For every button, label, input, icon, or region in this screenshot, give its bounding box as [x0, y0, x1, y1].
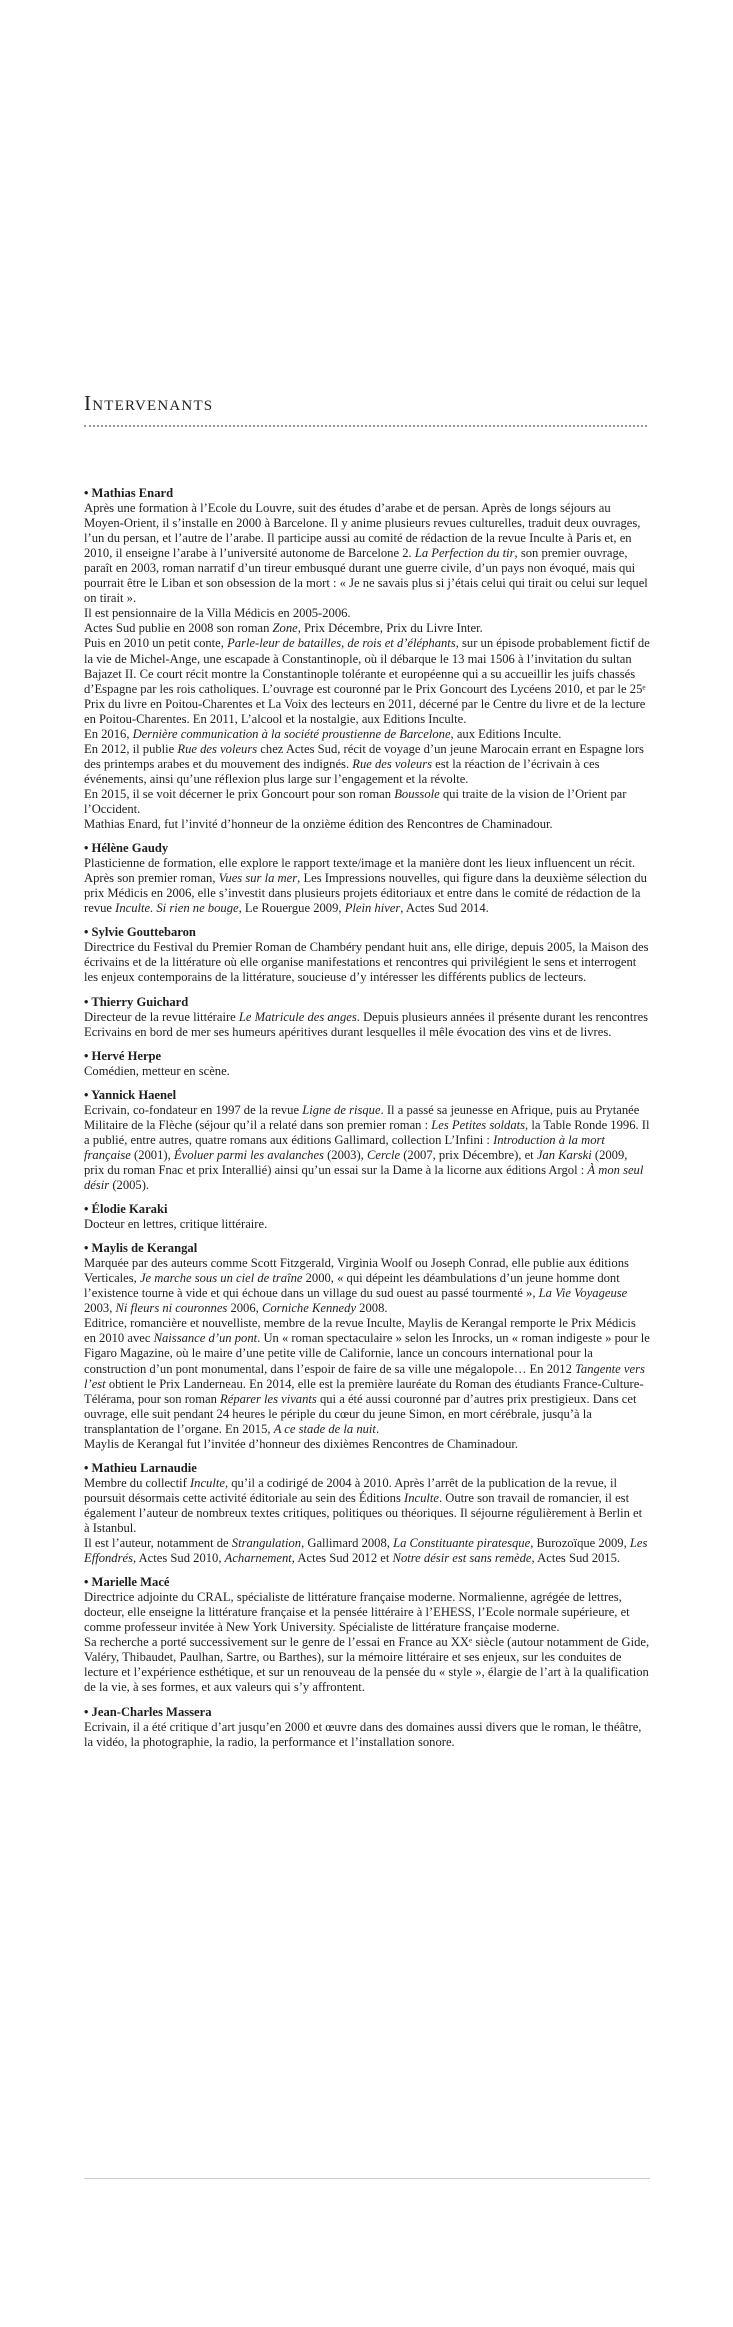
work-title: Acharnement	[224, 1551, 292, 1566]
bio-paragraph	[84, 1064, 650, 1079]
work-title: À mon seul désir	[84, 1162, 644, 1193]
bio-text: Directrice adjointe du CRAL, spécialiste de littérature française moderne. Normalienne, agrégée de lettres, docteur, elle enseigne la littérature française et la pensée littéraire à l’EHESS, l’Ecole normale supérieure, et comme professeur invitée à New York University. Spécialiste de littérature française moderne.	[84, 1590, 630, 1635]
bio-text: . Un « roman spectaculaire » selon les Inrocks, un « roman indigeste » pour le Figaro Magazine, où le maire d’une petite ville de Californie, lance un concours international pour la construction d’un pont monumental, dans l’espoir de faire de sa ville une mégalopole… En 2012	[84, 1331, 650, 1376]
bio-text: est la réaction de l’écrivain à ces événements, ainsi qu’une réflexion plus large sur l’engagement et la révolte.	[84, 756, 600, 786]
bio-text: En 2016,	[84, 726, 133, 741]
bio-paragraph	[84, 501, 650, 606]
bio-text: Ecrivain, il a été critique d’art jusqu’en 2000 et œuvre dans des domaines aussi divers que le roman, le théâtre, la vidéo, la photographie, la radio, la performance et l’installation sonore.	[84, 1719, 642, 1749]
speaker-entry	[84, 1241, 650, 1452]
work-title: Naissance d’un pont	[153, 1331, 258, 1346]
bio-text: Editrice, romancière et nouvelliste, membre de la revue Inculte, Maylis de Kerangal remporte le Prix Médicis en 2010 avec	[84, 1316, 636, 1346]
bio-text: Marquée par des auteurs comme Scott Fitzgerald, Virginia Woolf ou Joseph Conrad, elle publie aux éditions Verticales,	[84, 1256, 629, 1286]
speaker-name: • Élodie Karaki	[84, 1202, 168, 1217]
work-title: Corniche Kennedy	[261, 1301, 357, 1316]
bio-text: . Il a passé sa jeunesse en Afrique, puis au Prytanée Militaire de la Flèche (séjour qu’il a relaté dans son premier roman :	[84, 1102, 640, 1132]
bio-text: 2008.	[356, 1301, 388, 1316]
bio-text: Après une formation à l’Ecole du Louvre, suit des études d’arabe et de persan. Après de longs séjours au Moyen-Orient, il s’installe en 2000 à Barcelone. Il y anime plusieurs revues culturelles, traduit deux ouvrages, l’un du persan, et l’autre de l’arabe. Il participe aussi au comité de rédaction de la revue Inculte à Paris et, en 2010, il enseigne l’arabe à l’université autonome de Barcelone 2.	[84, 501, 641, 561]
bio-text: , qu’il a codirigé de 2004 à 2010. Après l’arrêt de la publication de la revue, il poursuit désormais cette activité éditoriale au sein des Éditions	[84, 1475, 617, 1505]
speaker-entry	[84, 1575, 650, 1695]
bio-paragraph	[84, 621, 650, 636]
bio-text: . Depuis plusieurs années il présente durant les rencontres Ecrivains en bord de mer ses humeurs apéritives durant lesquelles il mêle évocation des vins et de livres.	[84, 1009, 649, 1039]
bio-paragraph	[84, 1437, 650, 1452]
work-title: Ligne de risque	[302, 1102, 381, 1117]
work-title: Inculte. Si rien ne bouge	[115, 901, 239, 916]
work-title: Inculte	[189, 1475, 225, 1490]
bio-paragraph	[84, 1217, 650, 1232]
work-title: Vues sur la mer	[218, 871, 298, 886]
bio-text: , Les Impressions nouvelles, qui figure dans la deuxième sélection du prix Médicis en 2006, elle s’investit dans plusieurs projets éditoriaux et entre dans le comité de rédaction de la revue	[84, 871, 647, 916]
speaker-name: • Thierry Guichard	[84, 994, 189, 1009]
bio-text: Directeur de la revue littéraire	[84, 1009, 239, 1024]
speaker-entry	[84, 1202, 650, 1232]
bio-paragraph	[84, 1316, 650, 1436]
bio-paragraph	[84, 1590, 650, 1635]
bio-text: obtient le Prix Landerneau. En 2014, elle est la première lauréate du Roman des étudiants France-Culture-Télérama, pour son roman	[84, 1376, 644, 1406]
bio-paragraph	[84, 1635, 650, 1695]
work-title: Ni fleurs ni couronnes	[115, 1301, 228, 1316]
work-title: Les Effondrés	[84, 1536, 648, 1566]
bio-text: Il est l’auteur, notamment de	[84, 1536, 232, 1551]
work-title: Tangente vers l’est	[84, 1361, 645, 1391]
bio-text: Maylis de Kerangal fut l’invitée d’honneur des dixièmes Rencontres de Chaminadour.	[84, 1436, 519, 1451]
work-title: Cercle	[366, 1147, 401, 1162]
bio-paragraph	[84, 1103, 650, 1193]
section-title: Intervenants	[84, 391, 214, 415]
footer-rule	[84, 2178, 650, 2179]
bio-paragraph	[84, 1720, 650, 1750]
work-title: Dernière communication à la société proustienne de Barcelone	[132, 726, 451, 741]
bio-text: chez Actes Sud, récit de voyage d’un jeune Marocain errant en Espagne lors des printemps arabes et du mouvement des indignés.	[84, 741, 644, 771]
work-title: Inculte	[404, 1490, 439, 1505]
bio-paragraph	[84, 727, 650, 742]
speaker-name: • Mathias Enard	[84, 486, 174, 500]
speaker-entry	[84, 486, 650, 832]
bio-text: 2006,	[227, 1301, 262, 1316]
bio-paragraph	[84, 1010, 650, 1040]
work-title: La Perfection du tir	[414, 546, 515, 561]
bio-text: , Le Rouergue 2009,	[238, 901, 345, 916]
bio-text: qui traite de la vision de l’Orient par l’Occident.	[84, 786, 627, 816]
bio-text: , Actes Sud 2010,	[132, 1551, 225, 1566]
work-title: La Constituante piratesque	[393, 1536, 531, 1551]
bio-text: , sur un épisode probablement fictif de la vie de Michel-Ange, une escapade à Constantinople, où il débarque le 13 mai 1506 à l’invitation du sultan Bajazet II. Ce court récit montre la Constantinople tolérante et européenne qui a su accueillir les juifs chassés d’Espagne par les rois catholiques. L’ouvrage est couronné par le Prix Goncourt des Lycéens 2010, et par le 25ᵉ Prix du livre en Poitou-Charentes et La Voix des lecteurs en 2011, décerné par le Centre du livre et de la lecture en Poitou-Charentes. En 2011, L’alcool et la nostalgie, aux Editions Inculte.	[84, 636, 650, 726]
speaker-name: • Hélène Gaudy	[84, 841, 169, 856]
bio-text: Il est pensionnaire de la Villa Médicis en 2005-2006.	[84, 606, 351, 621]
bio-paragraph	[84, 940, 650, 985]
bio-paragraph	[84, 1476, 650, 1536]
work-title: Zone	[272, 621, 298, 636]
work-title: Parle-leur de batailles, de rois et d’éléphants	[227, 636, 456, 651]
work-title: Notre désir est sans remède	[392, 1551, 532, 1566]
bio-paragraph	[84, 636, 650, 726]
work-title: Les Petites soldats	[431, 1117, 526, 1132]
speaker-entry	[84, 995, 650, 1040]
bio-text: En 2012, il publie	[84, 741, 178, 756]
work-title: Strangulation	[231, 1536, 302, 1551]
speaker-entry	[84, 1049, 650, 1079]
bio-text: Plasticienne de formation, elle explore le rapport texte/image et la manière dont les lieux influencent un récit. Après son premier roman,	[84, 856, 636, 886]
speaker-entry	[84, 925, 650, 985]
speaker-name: • Marielle Macé	[84, 1575, 170, 1590]
work-title: Rue des voleurs	[352, 756, 433, 771]
bio-paragraph	[84, 1256, 650, 1316]
bio-text: (2003),	[323, 1147, 367, 1162]
bio-paragraph	[84, 1536, 650, 1566]
bio-text: (2007, prix Décembre), et	[400, 1147, 537, 1162]
work-title: A ce stade de la nuit	[273, 1421, 376, 1436]
work-title: Jan Karski	[536, 1147, 592, 1162]
bio-text: , son premier ouvrage, paraît en 2003, roman narratif d’un tireur embusqué durant une guerre civile, d’un pays non évoqué, mais qui pourrait être le Liban et son obsession de la mort : « Je ne savais plus si j’étais celui qui tirait ou celui sur lequel on tirait ».	[84, 546, 648, 606]
bio-text: , la Table Ronde 1996. Il a publié, entre autres, quatre romans aux éditions Gallimard, collection L’Infini :	[84, 1117, 650, 1147]
speaker-entry	[84, 1088, 650, 1193]
bio-paragraph	[84, 787, 650, 817]
bio-text: (2005).	[109, 1178, 150, 1193]
bio-text: 2003,	[84, 1301, 116, 1316]
bio-text: Directrice du Festival du Premier Roman de Chambéry pendant huit ans, elle dirige, depuis 2005, la Maison des écrivains et de la littérature où elle organise manifestations et rencontres qui privilégient le sens et interrogent les enjeux contemporains de la littérature, soucieuse d’y intéresser les différents publics de lecteurs.	[84, 940, 649, 985]
work-title: La Vie Voyageuse	[538, 1286, 628, 1301]
speaker-name: • Jean-Charles Massera	[84, 1704, 212, 1719]
bio-text: , Actes Sud 2012 et	[291, 1551, 393, 1566]
bio-paragraph	[84, 742, 650, 787]
bio-text: (2009, prix du roman Fnac et prix Interallié) ainsi qu’un essai sur la Dame à la licorne aux éditions Argol :	[84, 1147, 628, 1177]
bio-text: (2001),	[130, 1147, 174, 1162]
speaker-entry	[84, 1461, 650, 1566]
bio-text: Mathias Enard, fut l’invité d’honneur de la onzième édition des Rencontres de Chaminadour.	[84, 817, 553, 832]
bio-text: qui a été aussi couronné par d’autres prix prestigieux. Dans cet ouvrage, elle suit pendant 24 heures le périple du cœur du jeune Simon, en mort cérébrale, jusqu’à la transplantation de l’organe. En 2015,	[84, 1391, 637, 1436]
bio-text: , Prix Décembre, Prix du Livre Inter.	[297, 621, 483, 636]
work-title: Plein hiver	[344, 901, 401, 916]
bio-text: En 2015, il se voit décerner le prix Goncourt pour son roman	[84, 786, 395, 801]
bio-text: 2000, « qui dépeint les déambulations d’un jeune homme dont l’existence tourne à vide et qui échoue dans un village du sud ouest au passé tourmenté »,	[84, 1271, 620, 1301]
work-title: Le Matricule des anges	[238, 1009, 357, 1024]
bio-paragraph	[84, 817, 650, 832]
speaker-name: • Hervé Herpe	[84, 1048, 162, 1063]
bio-text: Puis en 2010 un petit conte,	[84, 636, 228, 651]
bio-text: .	[375, 1421, 380, 1436]
work-title: Introduction à la mort française	[84, 1132, 605, 1162]
speakers-list	[84, 486, 650, 1759]
work-title: Évoluer parmi les avalanches	[173, 1147, 324, 1162]
bio-text: Comédien, metteur en scène.	[84, 1063, 230, 1078]
bio-text: Docteur en lettres, critique littéraire.	[84, 1217, 268, 1232]
bio-text: Ecrivain, co-fondateur en 1997 de la revue	[84, 1102, 303, 1117]
speaker-entry	[84, 1705, 650, 1750]
work-title: Je marche sous un ciel de traîne	[139, 1271, 303, 1286]
bio-text: , Gallimard 2008,	[301, 1536, 394, 1551]
bio-text: , Actes Sud 2015.	[531, 1551, 621, 1566]
speaker-name: • Sylvie Gouttebaron	[84, 925, 196, 940]
bio-text: Actes Sud publie en 2008 son roman	[84, 621, 273, 636]
speaker-name: • Maylis de Kerangal	[84, 1241, 198, 1256]
dotted-divider	[84, 425, 647, 427]
bio-text: Membre du collectif	[84, 1475, 190, 1490]
bio-paragraph	[84, 856, 650, 916]
bio-paragraph	[84, 606, 650, 621]
bio-text: Sa recherche a porté successivement sur le genre de l’essai en France au XXᵉ siècle (autour notamment de Gide, Valéry, Thibaudet, Paulhan, Sartre, ou Barthes), sur la mémoire littéraire et ses enjeux, sur les conduites de lecture et l’expérience esthétique, et sur un renouveau de la pensée du « style », élargie de l’art à la qualification de la vie, à ses formes, et aux valeurs qui s’y affrontent.	[84, 1635, 650, 1695]
speaker-name: • Yannick Haenel	[84, 1087, 177, 1102]
bio-text: , Actes Sud 2014.	[400, 901, 489, 916]
bio-text: , Burozoïque 2009,	[530, 1536, 630, 1551]
work-title: Rue des voleurs	[177, 741, 258, 756]
work-title: Réparer les vivants	[220, 1391, 317, 1406]
speaker-entry	[84, 841, 650, 916]
speaker-name: • Mathieu Larnaudie	[84, 1460, 197, 1475]
bio-text: , aux Editions Inculte.	[450, 726, 562, 741]
work-title: Boussole	[394, 786, 440, 801]
bio-text: . Outre son travail de romancier, il est également l’auteur de nombreux textes critiques, politiques ou théoriques. Il séjourne régulièrement à Berlin et à Istanbul.	[84, 1490, 643, 1535]
